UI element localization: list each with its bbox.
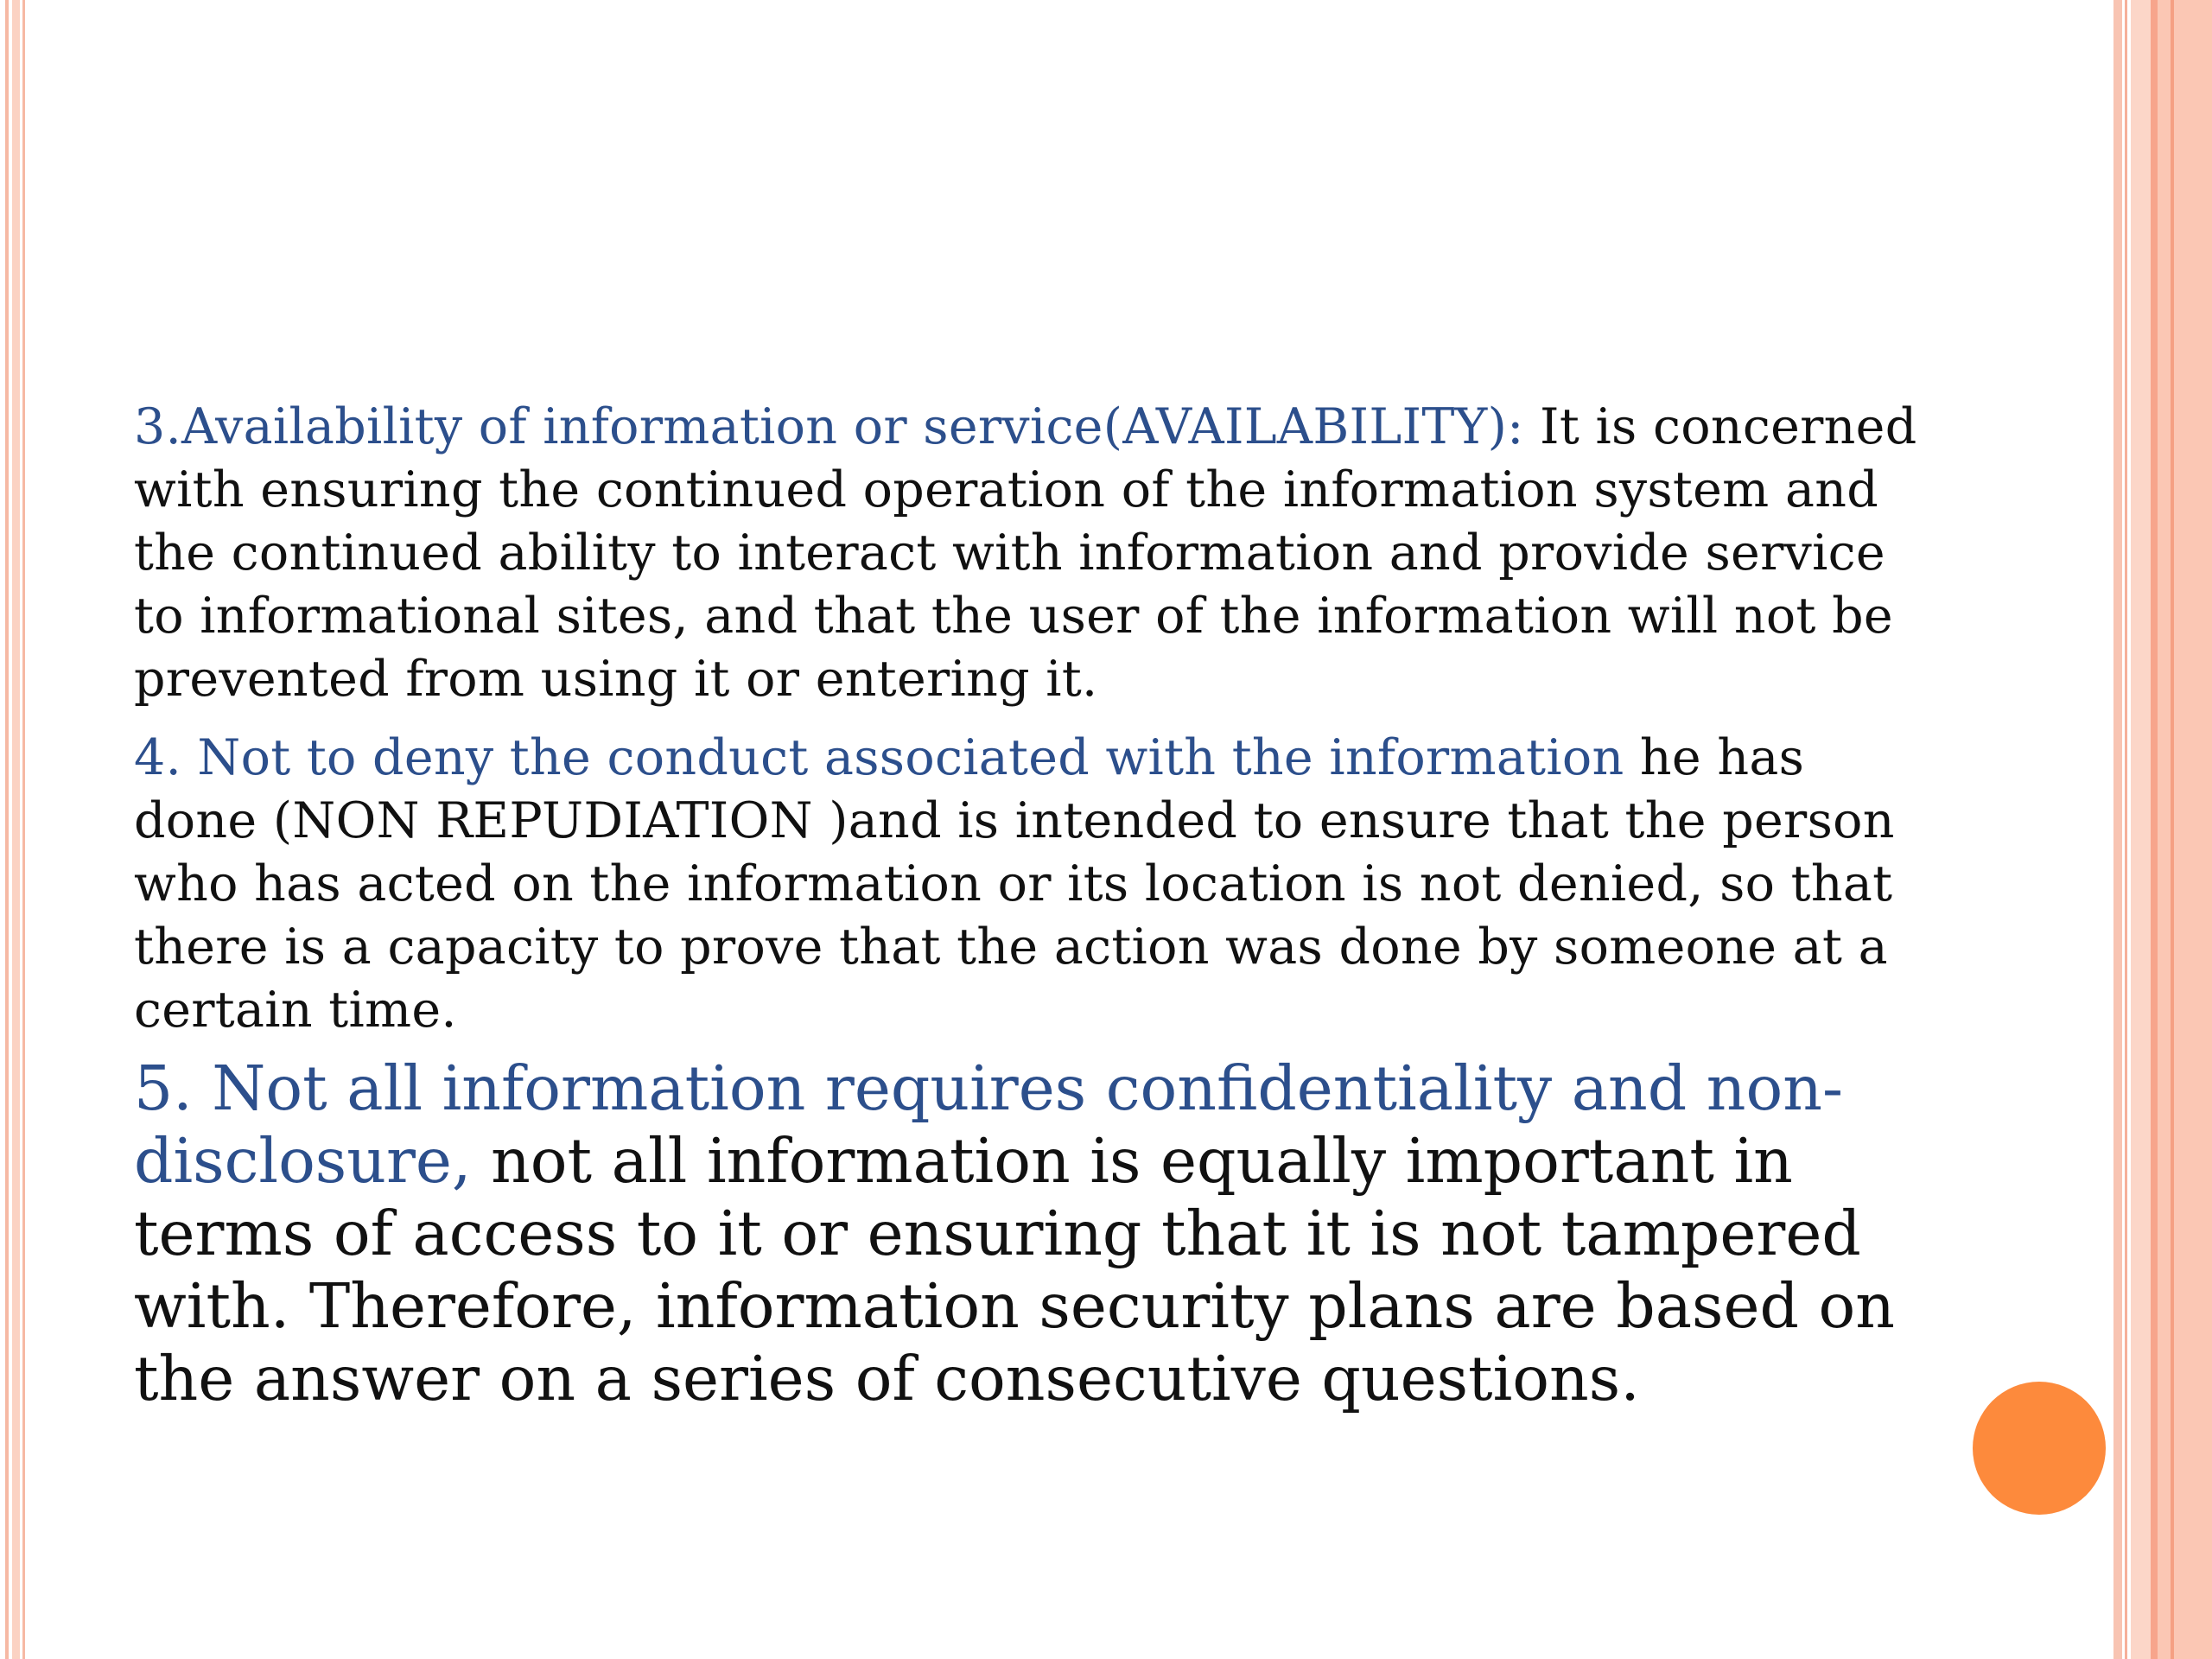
- paragraph-lead: 5. Not all information requires confidentiality and non-disclosure,: [134, 1052, 1843, 1197]
- paragraph-lead: 4. Not to deny the conduct associated with the information: [134, 729, 1624, 786]
- right-border-band: [2151, 0, 2158, 1659]
- right-border-band: [2125, 0, 2127, 1659]
- right-border-band: [2171, 0, 2174, 1659]
- paragraph-availability: [134, 396, 1931, 711]
- paragraph-confidentiality: [134, 1052, 1931, 1415]
- right-border-band: [2113, 0, 2122, 1659]
- left-border-line: [12, 0, 20, 1659]
- paragraph-text: It is concerned with ensuring the continued operation of the information system and the continued ability to interact with information and provide service to informational sites, and that the user of the information will not be prevented from using it or entering it.: [134, 398, 1917, 708]
- left-border-line: [22, 0, 25, 1659]
- left-border-line: [5, 0, 9, 1659]
- paragraph-text: he has done (NON REPUDIATION )and is intended to ensure that the person who has acted on the information or its location is not denied, so that there is a capacity to prove that the action was done by someone at a certain time.: [134, 729, 1895, 1039]
- right-border-band: [2158, 0, 2212, 1659]
- paragraph-lead: 3.Availability of information or service(AVAILABILITY):: [134, 398, 1524, 455]
- paragraph-text: not all information is equally important in terms of access to it or ensuring that it is not tampered with. Therefore, information security plans are based on the answer on a series of consecutive questions.: [134, 1125, 1895, 1414]
- paragraph-non-repudiation: [134, 727, 1931, 1042]
- right-border-band: [2131, 0, 2151, 1659]
- slide-body: [134, 396, 1931, 1415]
- decorative-orange-circle: [1973, 1382, 2106, 1515]
